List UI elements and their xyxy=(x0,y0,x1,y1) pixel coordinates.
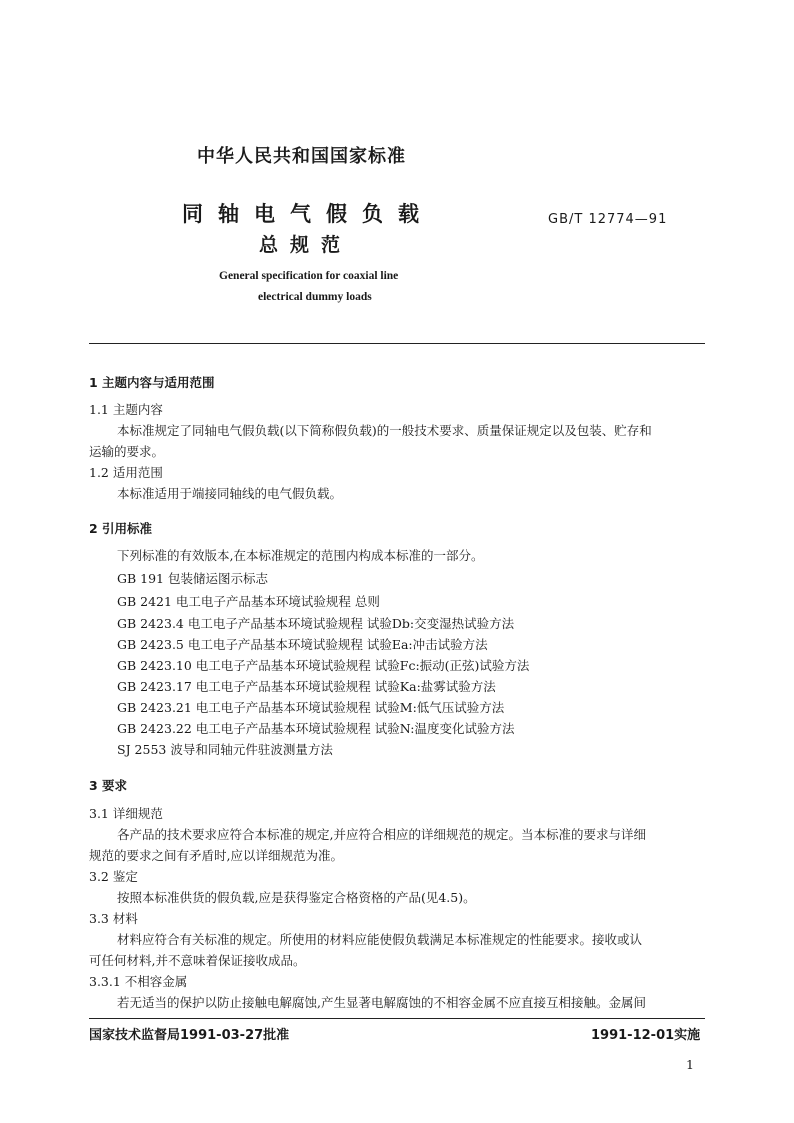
paragraph-line: 本标准适用于端接同轴线的电气假负载。 xyxy=(117,486,343,501)
section-1-heading: 1 主题内容与适用范围 xyxy=(89,375,215,390)
paragraph-line: 按照本标准供货的假负载,应是获得鉴定合格资格的产品(见4.5)。 xyxy=(117,890,476,905)
english-title-line1: General specification for coaxial line xyxy=(219,270,399,282)
section-3-3-1-heading: 3.3.1 不相容金属 xyxy=(89,974,188,989)
paragraph-line: 各产品的技术要求应符合本标准的规定,并应符合相应的详细规范的规定。当本标准的要求与详细 xyxy=(117,827,646,842)
reference-item: GB 2423.10 电工电子产品基本环境试验规程 试验Fc:振动(正弦)试验方法 xyxy=(117,658,530,673)
effective-date: 1991-12-01实施 xyxy=(591,1028,701,1043)
reference-item: GB 2421 电工电子产品基本环境试验规程 总则 xyxy=(117,594,380,609)
section-2-heading: 2 引用标准 xyxy=(89,521,153,536)
document-subtitle: 总规范 xyxy=(259,234,353,256)
reference-item: GB 2423.22 电工电子产品基本环境试验规程 试验N:温度变化试验方法 xyxy=(117,721,515,736)
approval-date: 国家技术监督局1991-03-27批准 xyxy=(89,1028,290,1043)
section-3-1-heading: 3.1 详细规范 xyxy=(89,806,163,821)
section-1-2-heading: 1.2 适用范围 xyxy=(89,465,163,480)
reference-item: GB 2423.21 电工电子产品基本环境试验规程 试验M:低气压试验方法 xyxy=(117,700,505,715)
standard-org-title: 中华人民共和国国家标准 xyxy=(197,146,406,167)
page-number: 1 xyxy=(686,1057,694,1072)
paragraph-line: 规范的要求之间有矛盾时,应以详细规范为准。 xyxy=(89,848,343,863)
reference-item: GB 191 包装储运图示标志 xyxy=(117,571,268,586)
paragraph-line: 材料应符合有关标准的规定。所使用的材料应能使假负载满足本标准规定的性能要求。接收或认 xyxy=(117,932,643,947)
reference-item: SJ 2553 波导和同轴元件驻波测量方法 xyxy=(117,742,333,757)
english-title-line2: electrical dummy loads xyxy=(258,291,372,303)
section-3-3-heading: 3.3 材料 xyxy=(89,911,138,926)
reference-item: GB 2423.4 电工电子产品基本环境试验规程 试验Db:交变湿热试验方法 xyxy=(117,616,515,631)
paragraph-line: 若无适当的保护以防止接触电解腐蚀,产生显著电解腐蚀的不相容金属不应直接互相接触。金属间 xyxy=(117,995,646,1010)
header-rule xyxy=(89,343,705,344)
standard-number: GB/T 12774—91 xyxy=(548,212,668,227)
reference-item: GB 2423.5 电工电子产品基本环境试验规程 试验Ea:冲击试验方法 xyxy=(117,637,488,652)
paragraph-line: 运输的要求。 xyxy=(89,444,165,459)
paragraph-line: 本标准规定了同轴电气假负载(以下简称假负载)的一般技术要求、质量保证规定以及包装、贮存和 xyxy=(117,423,652,438)
footer-rule xyxy=(89,1018,705,1019)
paragraph-line: 下列标准的有效版本,在本标准规定的范围内构成本标准的一部分。 xyxy=(117,548,484,563)
document-title: 同轴电气假负载 xyxy=(182,202,434,226)
section-3-heading: 3 要求 xyxy=(89,778,128,793)
section-3-2-heading: 3.2 鉴定 xyxy=(89,869,138,884)
reference-item: GB 2423.17 电工电子产品基本环境试验规程 试验Ka:盐雾试验方法 xyxy=(117,679,496,694)
section-1-1-heading: 1.1 主题内容 xyxy=(89,402,163,417)
paragraph-line: 可任何材料,并不意味着保证接收成品。 xyxy=(89,953,306,968)
